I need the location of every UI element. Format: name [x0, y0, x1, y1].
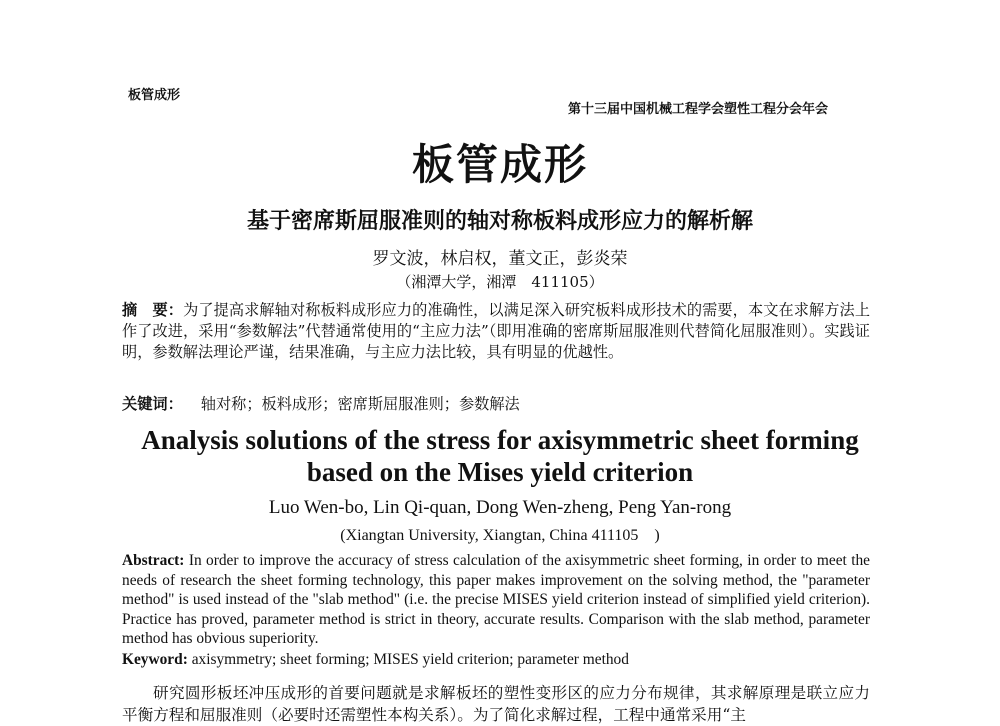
paper-title-en-line2: based on the Mises yield criterion — [306, 457, 694, 487]
authors-zh: 罗文波，林启权，董文正，彭炎荣 — [372, 249, 628, 269]
abstract-text-zh: 为了提高求解轴对称板料成形应力的准确性，以满足深入研究板料成形技术的需要，本文在求解方法上作了改进，采用“参数解法”代替通常使用的“主应力法”（即用准确的密席斯屈服准则代替简化屈服准则）。实践证明，参数解法理论严谨，结果准确，与主应力法比较，具有明显的优越性。 — [122, 301, 871, 361]
abstract-label-zh: 摘 要： — [122, 301, 184, 319]
paper-title-en — [0, 424, 1000, 488]
paper-title-zh: 基于密席斯屈服准则的轴对称板料成形应力的解析解 — [246, 209, 753, 234]
affiliation-en: (Xiangtan University, Xiangtan, China 411105 ) — [340, 527, 660, 544]
abstract-zh — [122, 300, 870, 363]
running-header-right: 第十三届中国机械工程学会塑性工程分会年会 — [568, 102, 829, 117]
running-header-left: 板管成形 — [128, 88, 181, 103]
affiliation-zh: （湘潭大学，湘潭 411105） — [396, 273, 604, 291]
abstract-label-en: Abstract: — [122, 552, 185, 569]
keywords-zh — [122, 393, 870, 414]
paper-title-en-line1: Analysis solutions of the stress for axisymmetric sheet forming — [141, 425, 859, 455]
authors-en: Luo Wen-bo, Lin Qi-quan, Dong Wen-zheng, Peng Yan-rong — [268, 497, 732, 518]
keywords-text-en: axisymmetry; sheet forming; MISES yield criterion; parameter method — [191, 651, 629, 668]
keywords-label-en: Keyword: — [122, 651, 188, 668]
keywords-label-zh: 关键词： — [122, 395, 183, 413]
body-paragraph: 研究圆形板坯冲压成形的首要问题就是求解板坯的塑性变形区的应力分布规律，其求解原理是联立应力平衡方程和屈服准则（必要时还需塑性本构关系）。为了简化求解过程，工程中通常采用“主 — [122, 684, 870, 724]
abstract-en — [122, 551, 870, 649]
abstract-text-en: In order to improve the accuracy of stress calculation of the axisymmetric sheet forming, in order to meet the needs of research the sheet forming technology, this paper makes improvement on the solving method, the "parameter method" is used instead of the "slab method" (i.e. the precise MISES yield criterion instead of simplified yield criterion). Practice has proved, parameter method is strict in theory, accurate results. Comparison with the slab method, parameter method has obvious superiority. — [122, 552, 870, 648]
section-title: 板管成形 — [411, 140, 588, 189]
keywords-text-zh: 轴对称；板料成形；密席斯屈服准则；参数解法 — [200, 395, 520, 413]
keywords-en — [122, 651, 870, 669]
